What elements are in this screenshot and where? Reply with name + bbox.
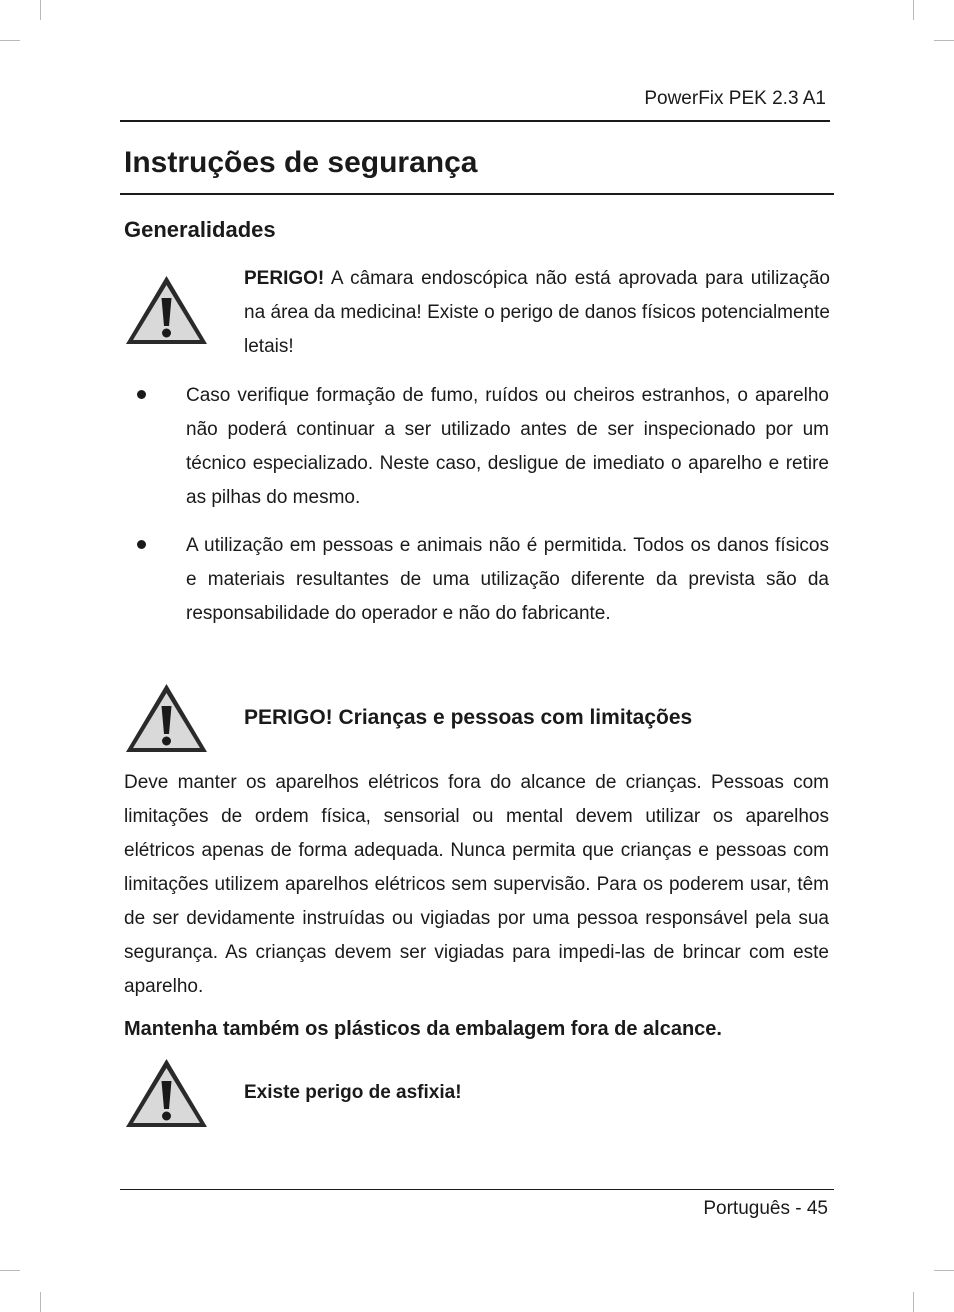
danger-label: PERIGO!	[244, 268, 325, 289]
crop-mark	[934, 1270, 954, 1271]
crop-mark	[0, 40, 20, 41]
children-paragraph: Deve manter os aparelhos elétricos fora do alcance de crianças. Pessoas com limitações de ordem física, sensorial ou mental devem utilizar os aparelhos elétricos apenas de forma adequada. Nunca permita que crianças e pessoas com limitações utilizem aparelhos elétricos sem supervisão. Para os poderem usar, têm de ser devidamente instruídas ou vigiadas por uma pessoa responsável pela sua segurança. As crianças devem ser vigiadas para impedi-las de brincar com este aparelho.	[124, 772, 829, 997]
suffocation-warning: Existe perigo de asfixia!	[244, 1082, 462, 1103]
bullet-dot	[137, 390, 146, 399]
danger-description: A câmara endoscópica não está aprovada para utilização na área da medicina! Existe o perigo de danos físicos potencialmente letais!	[244, 268, 830, 357]
crop-mark	[934, 40, 954, 41]
warning-triangle-icon	[124, 274, 209, 346]
section-title: Generalidades	[124, 217, 276, 242]
crop-mark	[913, 0, 914, 20]
warning-triangle-icon	[124, 682, 209, 754]
crop-mark	[0, 1270, 20, 1271]
crop-mark	[40, 0, 41, 20]
children-warning-heading: PERIGO! Crianças e pessoas com limitações	[244, 706, 693, 729]
packaging-note: Mantenha também os plásticos da embalagem fora de alcance.	[124, 1018, 722, 1040]
warning-triangle-icon	[124, 1057, 209, 1129]
title-rule	[120, 193, 834, 195]
page-title: Instruções de segurança	[124, 146, 478, 179]
bullet-dot	[137, 540, 146, 549]
footer-rule	[120, 1189, 834, 1190]
crop-mark	[913, 1292, 914, 1312]
list-item: A utilização em pessoas e animais não é permitida. Todos os danos físicos e materiais resultantes de uma utilização diferente da prevista são da responsabilidade do operador e não do fabricante.	[186, 535, 829, 624]
warning-danger-text	[244, 262, 830, 364]
header-title: PowerFix PEK 2.3 A1	[644, 88, 826, 109]
page-number: Português - 45	[703, 1198, 828, 1219]
list-item: Caso verifique formação de fumo, ruídos ou cheiros estranhos, o aparelho não poderá continuar a ser utilizado antes de ser inspecionado por um técnico especializado. Neste caso, desligue de imediato o aparelho e retire as pilhas do mesmo.	[186, 385, 829, 508]
header-rule	[120, 120, 830, 122]
crop-mark	[40, 1292, 41, 1312]
